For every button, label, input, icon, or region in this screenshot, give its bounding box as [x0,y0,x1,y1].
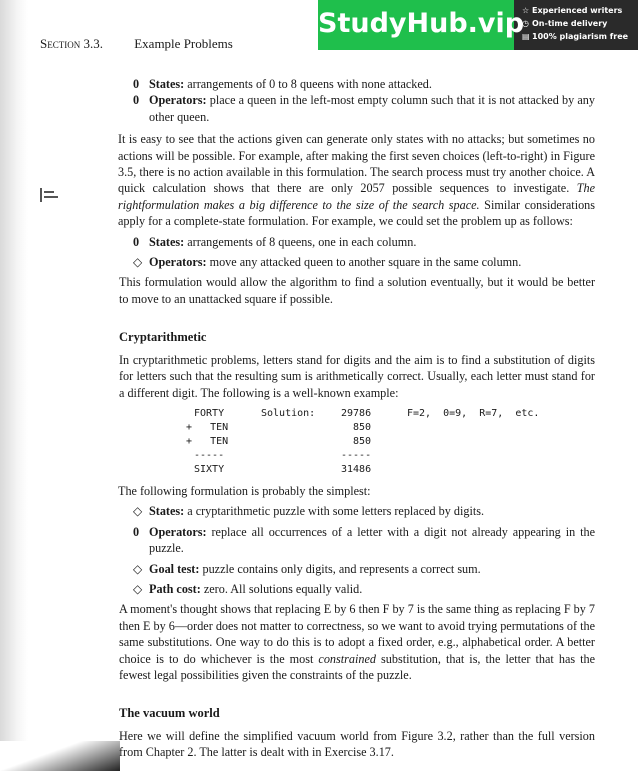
diamond-bullet-icon: ◇ [133,504,143,519]
section-number: Section 3.3. [40,36,103,51]
margin-note-mark [40,188,62,204]
feature-item: ☆ Experienced writers [522,6,623,15]
list-item: ◇ Operators: move any attacked queen to another square in the same column. [133,255,522,270]
bullet: 0 [133,77,140,91]
diamond-bullet-icon: ◇ [133,255,143,270]
star-icon: ☆ [522,6,530,15]
code-word: + TEN [186,435,229,447]
code-number: 31486 [341,463,372,475]
list-item: ◇ Path cost: zero. All solutions equally valid. [133,581,363,596]
code-word: + TEN [186,421,229,433]
diamond-bullet-icon: ◇ [133,561,143,576]
paragraph: In cryptarithmetic problems, letters stand for digits and the aim is to find a substitution of digits for letters such that the resulting sum is arithmetically correct. Usually, each letter must stand for a different digit. The following is a well-known example: [119,352,595,400]
bullet: 0 [133,524,140,539]
list-item: ◇ States: a cryptarithmetic puzzle with some letters replaced by digits. [133,504,485,519]
code-rule: ----- [341,449,372,461]
section-heading: The vacuum world [119,706,220,721]
bullet: 0 [133,234,140,249]
section-heading: Cryptarithmetic [119,330,207,345]
banner-feature-list [522,4,628,43]
list-item: 0 States: arrangements of 0 to 8 queens with none attacked. [133,77,432,91]
list-item: ◇ Goal test: puzzle contains only digits, and represents a correct sum. [133,561,481,576]
paragraph: Here we will define the simplified vacuum world from Figure 3.2, rather than the full version from Chapter 2. The latter is dealt with in Exercise 3.17. [119,728,595,760]
scan-edge-shadow [0,0,28,771]
code-number: 850 [353,435,372,447]
code-number: 850 [353,421,372,433]
paragraph: It is easy to see that the actions given can generate only states with no attacks; but sometimes no actions will be possible. For example, after making the first seven choices (left-to-right) in Figure 3.5, there is no action available in this formulation. The search process must try another choice. A quick calculation shows that there are only 2057 possible sequences to investigate. The rightformulation makes a big difference to the size of the search space. Similar considerations apply for a complete-state formulation. For example, we could set the problem up as follows: [118,132,596,229]
list-item: 0 Operators: place a queen in the left-most empty column such that it is not attacked by any other queen. [133,93,595,124]
code-word: SIXTY [194,463,225,475]
clock-icon: ◷ [522,19,529,28]
code-solution-label: Solution: [261,407,316,419]
studyhub-banner[interactable] [318,0,638,50]
code-rule: ----- [194,449,225,461]
page-body [119,76,595,761]
cryptarithmetic-example [119,407,595,477]
studyhub-logo[interactable]: StudyHub.vip [318,0,514,50]
list-item: 0 Operators: replace all occurrences of a letter with a digit not already appearing in the puzzle. [133,524,596,556]
feature-item: ▤ 100% plagiarism free [522,32,629,41]
section-title: Example Problems [134,36,233,51]
diamond-bullet-icon: ◇ [133,581,143,596]
feature-item: ◷ On-time delivery [522,19,608,28]
list-item: 0 States: arrangements of 8 queens, one in each column. [133,234,417,249]
paragraph: The following formulation is probably the simplest: [118,483,371,498]
code-mapping: F=2, 0=9, R=7, etc. [407,407,540,419]
scan-corner-shadow [0,741,120,771]
bullet: 0 [133,93,140,108]
paragraph: A moment's thought shows that replacing E by 6 then F by 7 is the same thing as replacing F by 7 then E by 6—order does not matter to correctness, so we want to avoid trying permutations of the same substitutions. One way to do this is to adopt a fixed order, e.g., alphabetical order. A better choice is to do whichever is the most constrained substitution, that is, the letter that has the fewest legal possibilities given the constraints of the puzzle. [119,602,596,682]
paragraph: This formulation would allow the algorithm to find a solution eventually, but it would be better to move to an unattacked square if possible. [119,275,595,306]
code-word: FORTY [194,407,225,419]
running-header [40,36,233,52]
code-number: 29786 [341,407,372,419]
document-icon: ▤ [522,32,530,41]
